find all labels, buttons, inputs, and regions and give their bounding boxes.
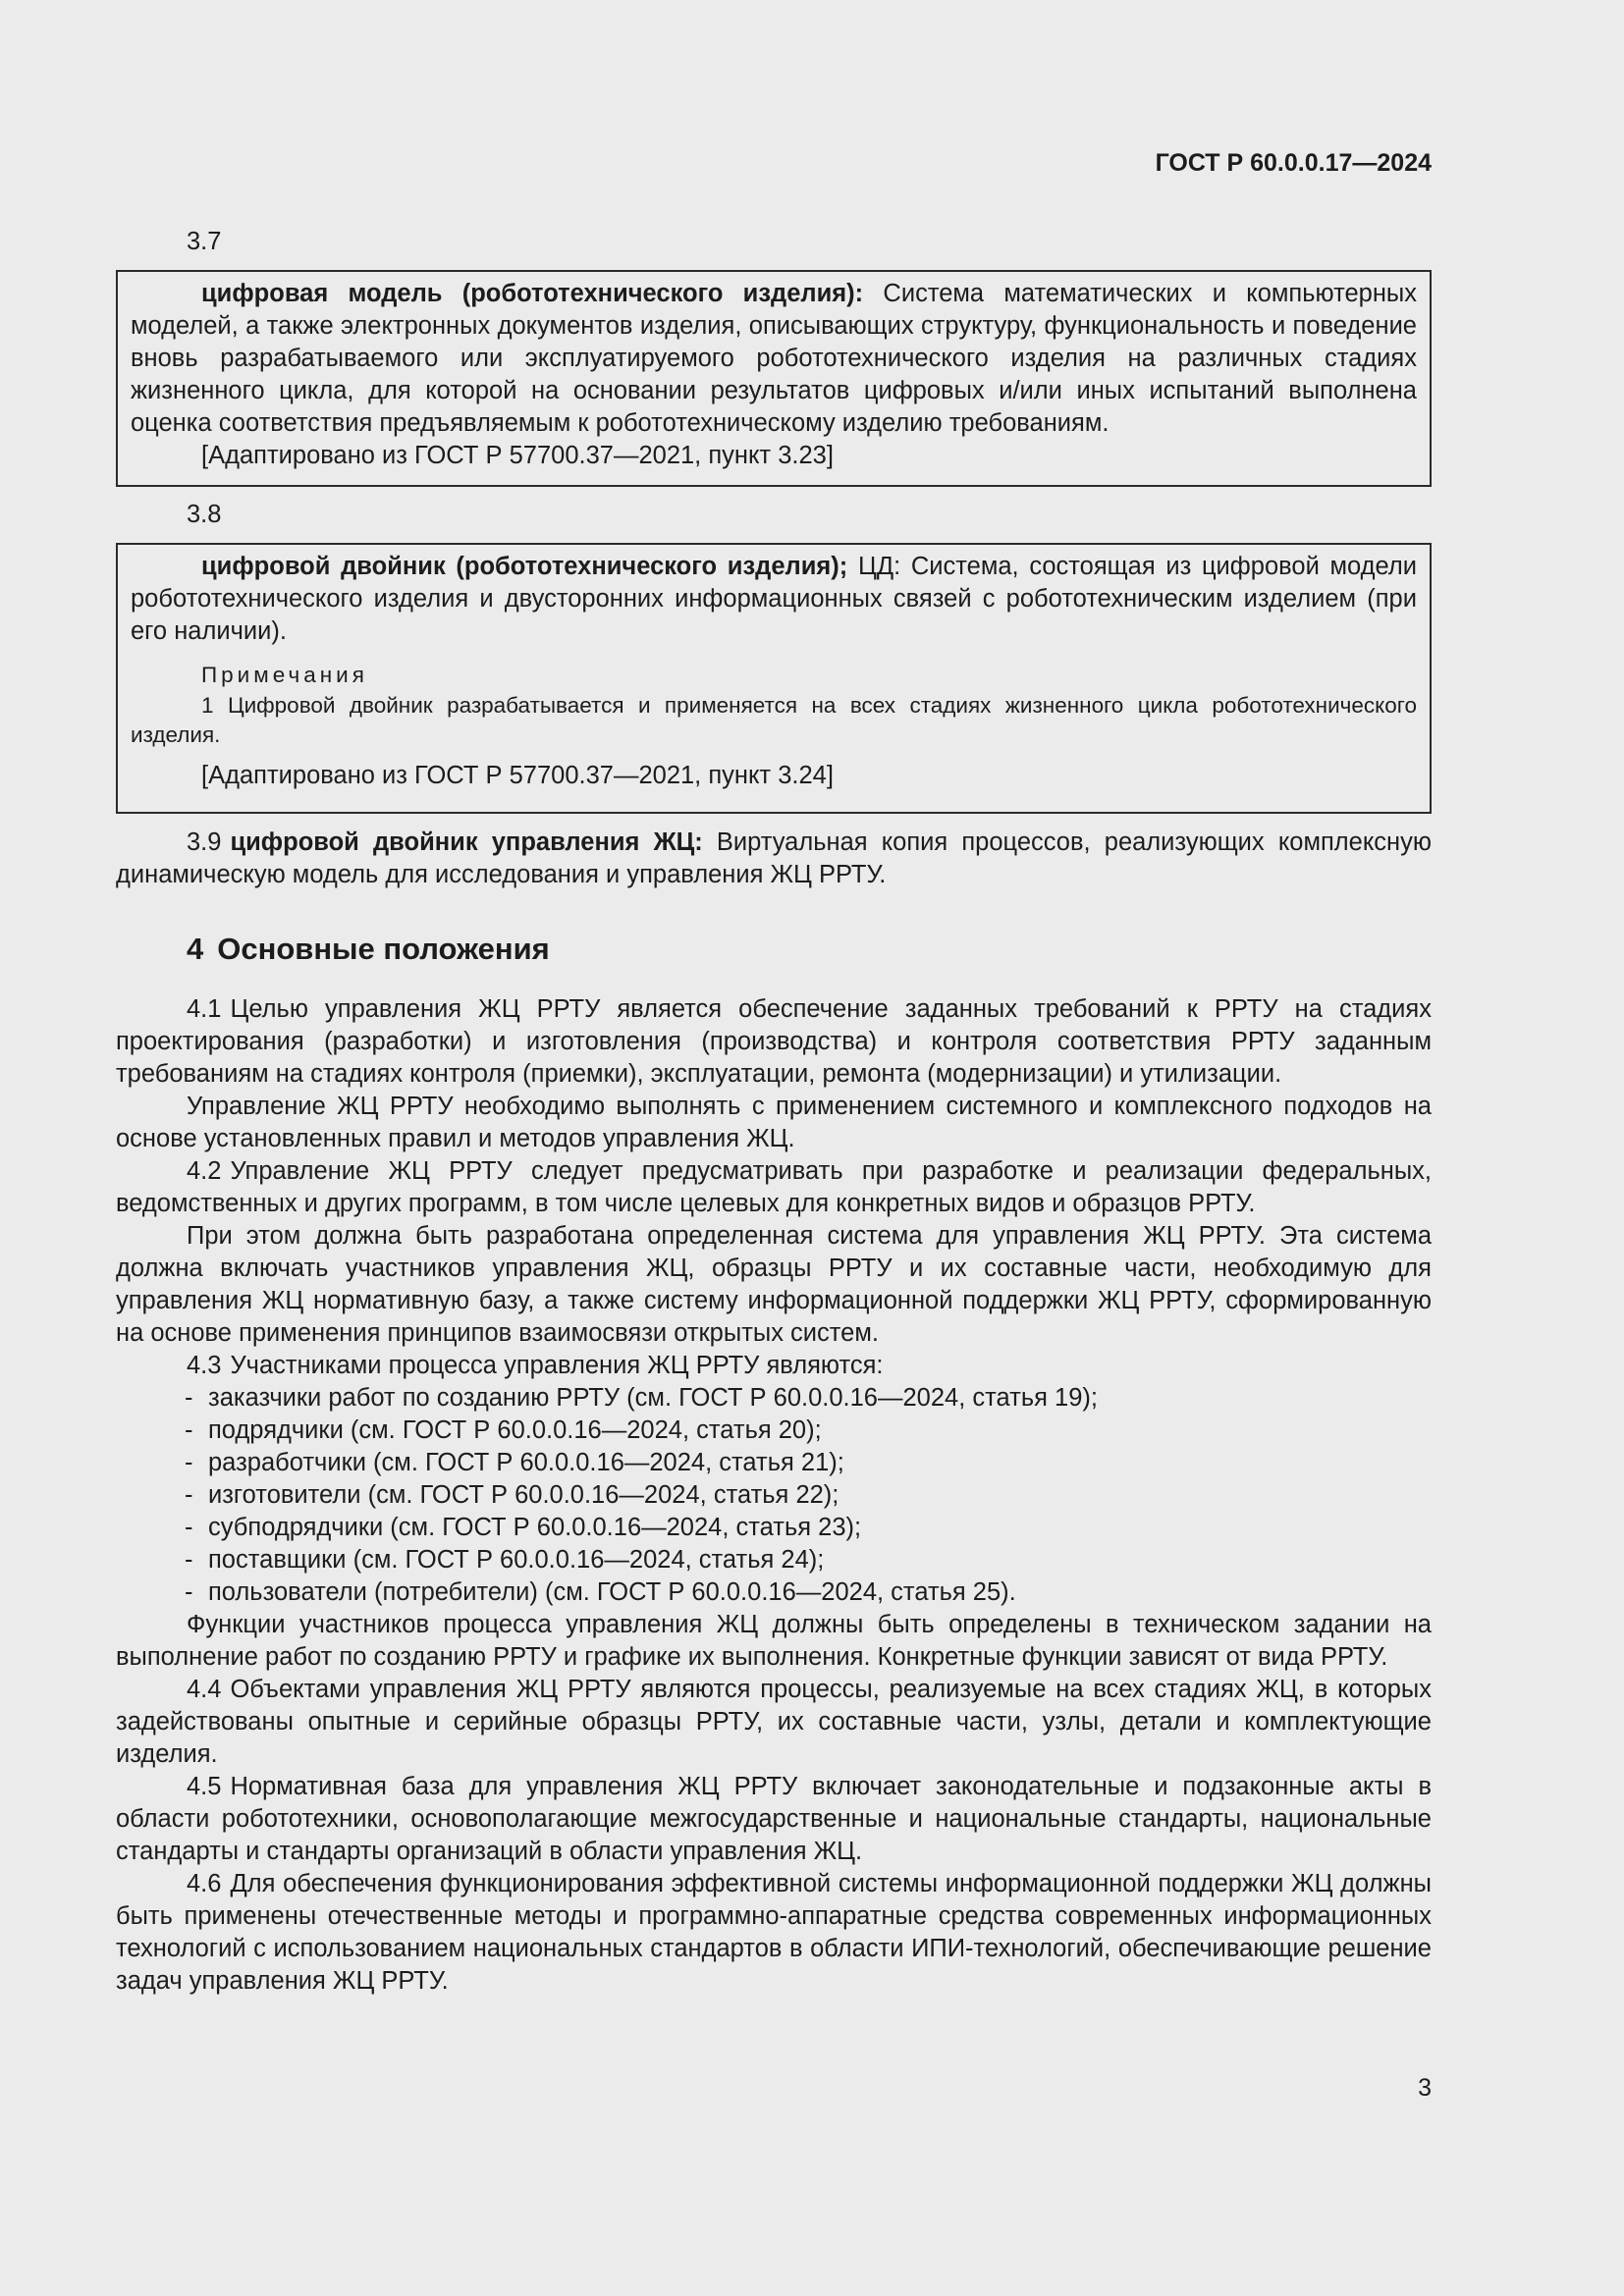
list-item-text: изготовители (см. ГОСТ Р 60.0.0.16—2024, статья 22);: [208, 1481, 839, 1509]
list-item-text: заказчики работ по созданию РРТУ (см. ГОСТ Р 60.0.0.16—2024, статья 19);: [208, 1384, 1098, 1412]
paragraph-text: Нормативная база для управления ЖЦ РРТУ включает законодательные и подзаконные акты в области робототехники, основополагающие межгосударственные и национальные стандарты, национальные стандарты и стандарты организаций в области управления ЖЦ.: [116, 1773, 1432, 1865]
definition-source: [Адаптировано из ГОСТ Р 57700.37—2021, пункт 3.23]: [201, 442, 834, 469]
section-title-text: Основные положения: [217, 932, 550, 966]
list-item: - пользователи (потребители) (см. ГОСТ Р 60.0.0.16—2024, статья 25).: [116, 1576, 1432, 1609]
paragraph-number: 4.1: [187, 995, 222, 1023]
list-item: - субподрядчики (см. ГОСТ Р 60.0.0.16—2024, статья 23);: [116, 1512, 1432, 1544]
list-item: - разработчики (см. ГОСТ Р 60.0.0.16—2024, статья 21);: [116, 1447, 1432, 1479]
paragraph-4-6: [116, 1868, 1432, 1998]
definition-box-3-8: [116, 543, 1432, 814]
paragraph-4-2-continued: При этом должна быть разработана определенная система для управления ЖЦ РРТУ. Эта система должна включать участников управления ЖЦ, образцы РРТУ и их составные части, необходимую для управления ЖЦ нормативную базу, а также систему информационной поддержки ЖЦ РРТУ, сформированную на основе применения принципов взаимосвязи открытых систем.: [116, 1222, 1432, 1347]
participants-list: [116, 1382, 1432, 1609]
clause-text: Виртуальная копия процессов, реализующих комплексную динамическую модель для исследования и управления ЖЦ РРТУ.: [116, 828, 1432, 888]
page-number: 3: [1418, 2074, 1432, 2102]
paragraph-4-4: [116, 1674, 1432, 1771]
clause-3-9: [116, 827, 1432, 891]
definition-paragraph: [131, 278, 1417, 440]
definition-number-3-7: 3.7: [187, 228, 222, 255]
list-item-text: подрядчики (см. ГОСТ Р 60.0.0.16—2024, статья 20);: [208, 1416, 822, 1444]
list-item-text: субподрядчики (см. ГОСТ Р 60.0.0.16—2024, статья 23);: [208, 1514, 862, 1541]
paragraph-4-2: [116, 1155, 1432, 1220]
definition-number-3-8: 3.8: [187, 501, 222, 528]
definition-paragraph: [131, 551, 1417, 648]
paragraph-4-1: [116, 993, 1432, 1091]
section-title: [187, 931, 550, 968]
list-item-text: поставщики (см. ГОСТ Р 60.0.0.16—2024, статья 24);: [208, 1546, 825, 1574]
paragraph-4-3-continued: Функции участников процесса управления ЖЦ должны быть определены в техническом задании на выполнение работ по созданию РРТУ и графике их выполнения. Конкретные функции зависят от вида РРТУ.: [116, 1611, 1432, 1671]
list-item-text: пользователи (потребители) (см. ГОСТ Р 60.0.0.16—2024, статья 25).: [208, 1578, 1016, 1606]
paragraph-number: 4.3: [187, 1352, 222, 1379]
standard-code-header: ГОСТ Р 60.0.0.17—2024: [1155, 149, 1432, 177]
document-page: [116, 0, 1432, 2296]
definition-text: ЦД: Система, состоящая из цифровой модели робототехнического изделия и двусторонних информационных связей с робототехническим изделием (при его наличии).: [131, 553, 1417, 645]
paragraph-number: 4.5: [187, 1773, 222, 1800]
definition-box-3-7: [116, 270, 1432, 487]
definition-source: [Адаптировано из ГОСТ Р 57700.37—2021, пункт 3.24]: [201, 762, 834, 789]
paragraph-text: Участниками процесса управления ЖЦ РРТУ являются:: [230, 1352, 884, 1379]
section-4-body: [116, 993, 1432, 1998]
paragraph-text: Управление ЖЦ РРТУ следует предусматривать при разработке и реализации федеральных, ведомственных и других программ, в том числе целевых для конкретных видов и образцов РРТУ.: [116, 1157, 1432, 1217]
paragraph-number: 4.6: [187, 1870, 222, 1897]
clause-paragraph: [116, 827, 1432, 891]
list-item: - поставщики (см. ГОСТ Р 60.0.0.16—2024, статья 24);: [116, 1544, 1432, 1576]
paragraph-number: 4.2: [187, 1157, 222, 1185]
section-number: 4: [187, 932, 204, 966]
paragraph-text: Объектами управления ЖЦ РРТУ являются процессы, реализуемые на всех стадиях ЖЦ, в которых задействованы опытные и серийные образцы РРТУ, их составные части, узлы, детали и комплектующие изделия.: [116, 1676, 1432, 1768]
clause-term: цифровой двойник управления ЖЦ:: [230, 828, 703, 856]
list-item: - изготовители (см. ГОСТ Р 60.0.0.16—2024, статья 22);: [116, 1479, 1432, 1512]
paragraph-number: 4.4: [187, 1676, 222, 1703]
list-item: - подрядчики (см. ГОСТ Р 60.0.0.16—2024, статья 20);: [116, 1415, 1432, 1447]
definition-term: цифровой двойник (робототехнического изделия);: [201, 553, 848, 580]
definition-term: цифровая модель (робототехнического изделия):: [201, 280, 864, 307]
clause-number: 3.9: [187, 828, 222, 856]
note-text: 1 Цифровой двойник разрабатывается и применяется на всех стадиях жизненного цикла робототехнического изделия.: [131, 693, 1417, 747]
paragraph-4-5: [116, 1771, 1432, 1868]
paragraph-text: Целью управления ЖЦ РРТУ является обеспечение заданных требований к РРТУ на стадиях проектирования (разработки) и изготовления (производства) и контроля соответствия РРТУ заданным требованиям на стадиях контроля (приемки), эксплуатации, ремонта (модернизации) и утилизации.: [116, 995, 1432, 1088]
list-item-text: разработчики (см. ГОСТ Р 60.0.0.16—2024, статья 21);: [208, 1449, 844, 1476]
definition-text: Система математических и компьютерных моделей, а также электронных документов изделия, описывающих структуру, функциональность и поведение вновь разрабатываемого или эксплуатируемого робототехнического изделия на различных стадиях жизненного цикла, для которой на основании результатов цифровых и/или иных испытаний выполнена оценка соответствия предъявляемым к робототехническому изделию требованиям.: [131, 280, 1417, 437]
paragraph-4-1-continued: Управление ЖЦ РРТУ необходимо выполнять с применением системного и комплексного подходов на основе установленных правил и методов управления ЖЦ.: [116, 1093, 1432, 1152]
list-item: - заказчики работ по созданию РРТУ (см. ГОСТ Р 60.0.0.16—2024, статья 19);: [116, 1382, 1432, 1415]
notes-heading: Примечания: [201, 663, 368, 687]
paragraph-4-3: [116, 1350, 1432, 1382]
paragraph-text: Для обеспечения функционирования эффективной системы информационной поддержки ЖЦ должны быть применены отечественные методы и программно-аппаратные средства современных информационных технологий с использованием национальных стандартов в области ИПИ-технологий, обеспечивающие решение задач управления ЖЦ РРТУ.: [116, 1870, 1432, 1995]
